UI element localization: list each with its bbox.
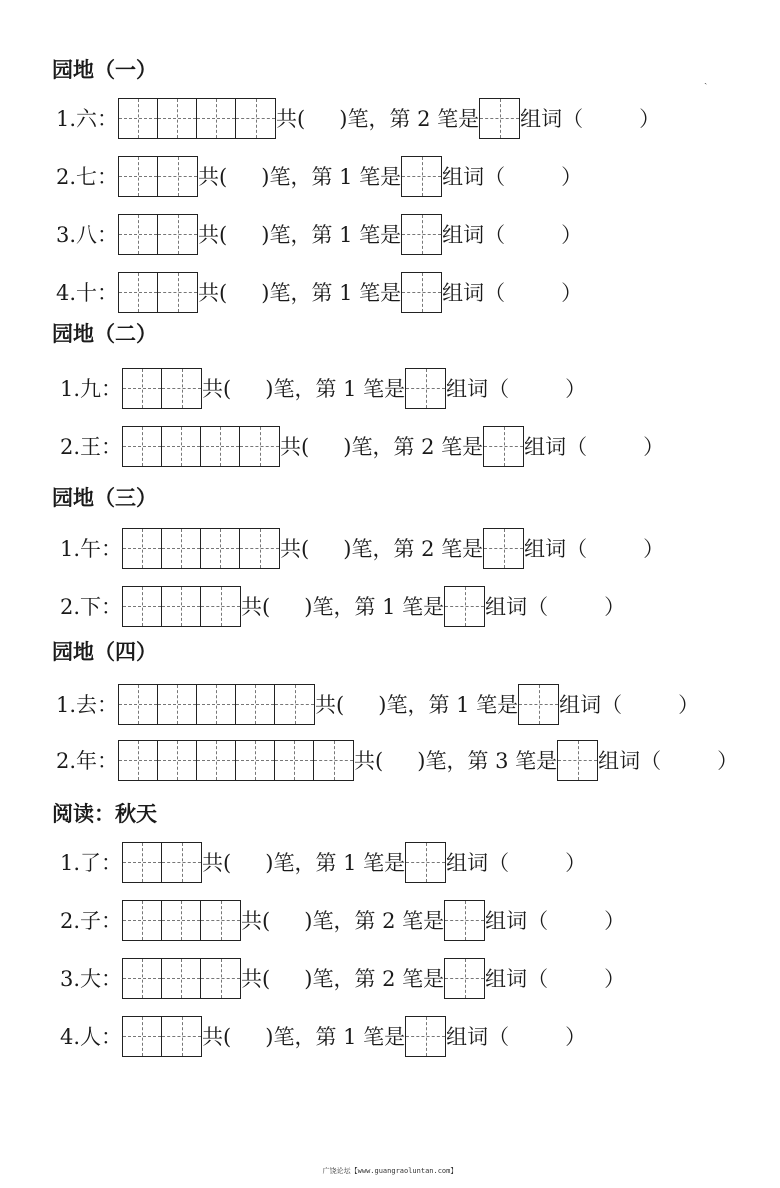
writing-cell[interactable]	[162, 369, 201, 408]
stroke-answer-box[interactable]	[557, 740, 598, 781]
stroke-count-label: 共(	[280, 537, 310, 561]
word-formation-label: 组词（	[524, 537, 588, 561]
word-formation-label: 组词（	[446, 1025, 510, 1049]
writing-cell[interactable]	[123, 369, 162, 408]
exercise-row	[60, 842, 586, 882]
writing-cell[interactable]	[406, 1017, 445, 1056]
stroke-count-label: 共(	[280, 435, 310, 459]
writing-cell[interactable]	[406, 369, 445, 408]
exercise-row	[56, 214, 582, 254]
stroke-position-label: )笔，第 1 笔是	[304, 595, 445, 619]
writing-cell[interactable]	[197, 99, 236, 138]
word-formation-label: 组词（	[524, 435, 588, 459]
writing-cell[interactable]	[558, 741, 597, 780]
stroke-order-grid[interactable]	[122, 842, 202, 883]
stroke-position-label: )笔，第 1 笔是	[265, 851, 406, 875]
stroke-count-label: 共(	[202, 377, 232, 401]
stroke-position-label: )笔，第 2 笔是	[304, 967, 445, 991]
stroke-order-grid[interactable]	[118, 740, 354, 781]
stroke-answer-box[interactable]	[401, 272, 442, 313]
word-formation-label: 组词（	[485, 967, 549, 991]
writing-cell[interactable]	[197, 685, 236, 724]
writing-cell[interactable]	[162, 843, 201, 882]
word-formation-label: 组词（	[446, 851, 510, 875]
writing-cell[interactable]	[484, 529, 523, 568]
item-number: 2.子：	[60, 909, 123, 933]
stroke-answer-box[interactable]	[401, 214, 442, 255]
writing-cell[interactable]	[119, 273, 158, 312]
stroke-position-label: )笔，第 1 笔是	[261, 165, 402, 189]
stroke-order-grid[interactable]	[122, 586, 241, 627]
writing-cell[interactable]	[445, 901, 484, 940]
word-formation-label: 组词（	[442, 165, 506, 189]
writing-cell[interactable]	[240, 529, 279, 568]
stroke-count-label: 共(	[241, 967, 271, 991]
stroke-order-grid[interactable]	[118, 98, 276, 139]
stroke-position-label: )笔，第 1 笔是	[265, 1025, 406, 1049]
closing-paren: ）	[678, 693, 700, 717]
writing-cell[interactable]	[314, 741, 353, 780]
exercise-row	[60, 426, 664, 466]
stroke-count-label: 共(	[198, 223, 228, 247]
stroke-answer-box[interactable]	[405, 842, 446, 883]
stroke-order-grid[interactable]	[118, 214, 198, 255]
writing-cell[interactable]	[201, 427, 240, 466]
writing-cell[interactable]	[123, 843, 162, 882]
writing-cell[interactable]	[158, 685, 197, 724]
closing-paren: ）	[565, 1025, 587, 1049]
writing-cell[interactable]	[119, 741, 158, 780]
closing-paren: ）	[561, 223, 583, 247]
stroke-order-grid[interactable]	[122, 368, 202, 409]
stroke-count-label: 共(	[202, 851, 232, 875]
section-title: 园地（二）	[52, 322, 157, 346]
closing-paren: ）	[604, 967, 626, 991]
word-formation-label: 组词（	[442, 223, 506, 247]
stroke-position-label: )笔，第 2 笔是	[343, 537, 484, 561]
writing-cell[interactable]	[123, 587, 162, 626]
item-number: 1.午：	[60, 537, 123, 561]
writing-cell[interactable]	[162, 427, 201, 466]
writing-cell[interactable]	[197, 741, 236, 780]
stroke-count-label: 共(	[315, 693, 345, 717]
writing-cell[interactable]	[275, 685, 314, 724]
stroke-count-label: 共(	[198, 165, 228, 189]
footer-watermark: 广饶论坛【www.guangraoluntan.com】	[322, 1167, 458, 1175]
stroke-order-grid[interactable]	[122, 528, 280, 569]
closing-paren: ）	[639, 107, 661, 131]
item-number: 2.王：	[60, 435, 123, 459]
writing-cell[interactable]	[275, 741, 314, 780]
writing-cell[interactable]	[162, 1017, 201, 1056]
writing-cell[interactable]	[158, 157, 197, 196]
writing-cell[interactable]	[240, 427, 279, 466]
stroke-order-grid[interactable]	[118, 684, 315, 725]
stroke-answer-box[interactable]	[405, 1016, 446, 1057]
writing-cell[interactable]	[484, 427, 523, 466]
item-number: 1.去：	[56, 693, 119, 717]
writing-cell[interactable]	[158, 741, 197, 780]
writing-cell[interactable]	[201, 901, 240, 940]
stroke-answer-box[interactable]	[483, 528, 524, 569]
word-formation-label: 组词（	[598, 749, 662, 773]
writing-cell[interactable]	[519, 685, 558, 724]
writing-cell[interactable]	[162, 959, 201, 998]
closing-paren: ）	[565, 377, 587, 401]
stroke-count-label: 共(	[241, 595, 271, 619]
stroke-count-label: 共(	[354, 749, 384, 773]
stroke-position-label: )笔，第 1 笔是	[265, 377, 406, 401]
word-formation-label: 组词（	[442, 281, 506, 305]
writing-cell[interactable]	[123, 1017, 162, 1056]
stroke-order-grid[interactable]	[118, 272, 198, 313]
item-number: 3.八：	[56, 223, 119, 247]
section-title: 园地（一）	[52, 58, 157, 82]
item-number: 1.九：	[60, 377, 123, 401]
writing-cell[interactable]	[402, 215, 441, 254]
item-number: 1.六：	[56, 107, 119, 131]
writing-cell[interactable]	[158, 99, 197, 138]
writing-cell[interactable]	[162, 529, 201, 568]
stroke-order-grid[interactable]	[122, 900, 241, 941]
exercise-row	[60, 586, 625, 626]
stroke-order-grid[interactable]	[122, 426, 280, 467]
writing-cell[interactable]	[406, 843, 445, 882]
stroke-position-label: )笔，第 1 笔是	[261, 223, 402, 247]
section-title: 园地（四）	[52, 640, 157, 664]
stroke-count-label: 共(	[198, 281, 228, 305]
stroke-answer-box[interactable]	[405, 368, 446, 409]
writing-cell[interactable]	[123, 427, 162, 466]
exercise-row	[60, 368, 586, 408]
closing-paren: ）	[604, 909, 626, 933]
word-formation-label: 组词（	[559, 693, 623, 717]
exercise-row	[56, 272, 582, 312]
stroke-count-label: 共(	[276, 107, 306, 131]
closing-paren: ）	[643, 537, 665, 561]
closing-paren: ）	[565, 851, 587, 875]
stroke-answer-box[interactable]	[518, 684, 559, 725]
writing-cell[interactable]	[201, 587, 240, 626]
stroke-count-label: 共(	[241, 909, 271, 933]
writing-cell[interactable]	[236, 741, 275, 780]
word-formation-label: 组词（	[520, 107, 584, 131]
writing-cell[interactable]	[162, 587, 201, 626]
stroke-position-label: )笔，第 3 笔是	[417, 749, 558, 773]
stroke-position-label: )笔，第 2 笔是	[304, 909, 445, 933]
section-title: 阅读：秋天	[52, 802, 157, 826]
stroke-answer-box[interactable]	[444, 900, 485, 941]
exercise-row	[60, 528, 664, 568]
word-formation-label: 组词（	[446, 377, 510, 401]
writing-cell[interactable]	[445, 587, 484, 626]
item-number: 1.了：	[60, 851, 123, 875]
writing-cell[interactable]	[119, 685, 158, 724]
stroke-order-grid[interactable]	[118, 156, 198, 197]
writing-cell[interactable]	[402, 273, 441, 312]
exercise-row	[56, 156, 582, 196]
item-number: 4.十：	[56, 281, 119, 305]
word-formation-label: 组词（	[485, 909, 549, 933]
writing-cell[interactable]	[119, 215, 158, 254]
writing-cell[interactable]	[123, 901, 162, 940]
item-number: 4.人：	[60, 1025, 123, 1049]
item-number: 2.下：	[60, 595, 123, 619]
section-title: 园地（三）	[52, 486, 157, 510]
stroke-answer-box[interactable]	[401, 156, 442, 197]
writing-cell[interactable]	[236, 685, 275, 724]
exercise-row	[56, 684, 699, 724]
writing-cell[interactable]	[236, 99, 275, 138]
closing-paren: ）	[561, 165, 583, 189]
item-number: 3.大：	[60, 967, 123, 991]
exercise-row	[56, 98, 660, 138]
exercise-row	[56, 740, 738, 780]
item-number: 2.七：	[56, 165, 119, 189]
writing-cell[interactable]	[119, 99, 158, 138]
stroke-position-label: )笔，第 1 笔是	[378, 693, 519, 717]
stroke-answer-box[interactable]	[444, 958, 485, 999]
exercise-row	[60, 1016, 586, 1056]
writing-cell[interactable]	[201, 529, 240, 568]
stroke-position-label: )笔，第 2 笔是	[343, 435, 484, 459]
closing-paren: ）	[561, 281, 583, 305]
writing-cell[interactable]	[119, 157, 158, 196]
stroke-answer-box[interactable]	[444, 586, 485, 627]
stroke-count-label: 共(	[202, 1025, 232, 1049]
writing-cell[interactable]	[402, 157, 441, 196]
closing-paren: ）	[604, 595, 626, 619]
exercise-row	[60, 900, 625, 940]
item-number: 2.年：	[56, 749, 119, 773]
stroke-order-grid[interactable]	[122, 958, 241, 999]
writing-cell[interactable]	[480, 99, 519, 138]
stroke-answer-box[interactable]	[483, 426, 524, 467]
stroke-order-grid[interactable]	[122, 1016, 202, 1057]
closing-paren: ）	[643, 435, 665, 459]
stroke-position-label: )笔，第 2 笔是	[339, 107, 480, 131]
writing-cell[interactable]	[445, 959, 484, 998]
closing-paren: ）	[717, 749, 739, 773]
writing-cell[interactable]	[158, 215, 197, 254]
exercise-row	[60, 958, 625, 998]
stroke-answer-box[interactable]	[479, 98, 520, 139]
writing-cell[interactable]	[123, 959, 162, 998]
writing-cell[interactable]	[123, 529, 162, 568]
writing-cell[interactable]	[158, 273, 197, 312]
stroke-position-label: )笔，第 1 笔是	[261, 281, 402, 305]
corner-mark: ˎ	[704, 74, 708, 85]
writing-cell[interactable]	[201, 959, 240, 998]
word-formation-label: 组词（	[485, 595, 549, 619]
writing-cell[interactable]	[162, 901, 201, 940]
